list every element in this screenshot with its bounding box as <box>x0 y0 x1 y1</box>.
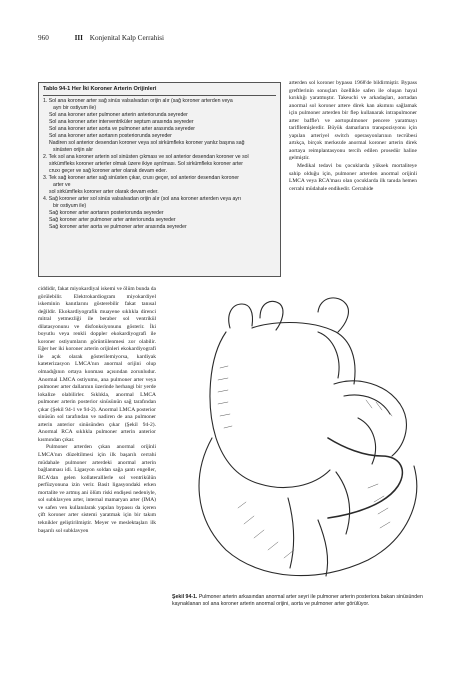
table-line: sirkümfleks koroner arterler olmak üzere ikiye ayrılması. Sol sirkümfleks koroner arter <box>49 161 243 167</box>
section-number: III <box>74 34 83 42</box>
left-text-column <box>38 286 156 535</box>
page-header <box>38 34 164 42</box>
page-number: 960 <box>38 34 49 42</box>
heart-outline <box>199 438 417 576</box>
body-paragraph: Pulmoner arterden çıkan anormal orijinli LMCA'nın düzeltilmesi için ilk başarılı cerrahi müdahale pulmoner arterdeki anormal arterin bağlanması idi. Ligasyon soldan sağa şantı engeller, RCA'dan gelen kollateralllerle sol ventrikülün perfüzyonuna izin verir. Basit ligasyondaki erken mortalite ve artmış ani ölüm riski endişesi nedeniyle, sol subklavyen arter, internal mamaryan arter (IMA) ve safen ven kullanılarak yapılan bypassı da içeren çift koroner arter sistemi yaratmak için bir takım teknikler geliştirilmiştir. Meyer ve meslektaşları ilk başarılı sol subklavyen <box>38 444 156 534</box>
figure-caption-text: Pulmoner arterin arkasından anormal arter seyri ile pulmoner arterin posteriora bakan sinüsünden kaynaklanan sol ana koroner arterin anormal orijini, aorta ve pulmoner arter görülüyor. <box>172 594 423 607</box>
body-paragraph: arterden sol koroner bypassı 1968'de bildirmiştir. Bypass greftlerinin sonuçları özellikle safen ile oluşan hayal kırıklığı yaratmıştır. Takeuchi ve arkadaşları, aortadan anormal sol koroner artere direk kan akımını sağlamak için pulmoner arterden bir flep kullanarak intrapulmoner arter baffle'ı ve aortopulmoner pencere yaratmayı tarifllemişlerdir. Büyük damarların transpozisyonu için yapılan arteriyel switch operasyonlarının tecrübesi artıkça, birçok merkezde anormal koroner arterin direk aortaya reimplantasyonu tercih edilen prosedür haline gelmiştir. <box>289 80 417 162</box>
table-94-1 <box>38 82 281 277</box>
figure-caption <box>172 594 437 608</box>
table-line: Sağ koroner arter aorta ve pulmoner arter arasında seyreder <box>49 224 187 230</box>
table-line: bir ostiyum ile) <box>53 203 87 209</box>
pulmonary-artery <box>334 381 406 456</box>
table-line: 2. Tek sol ana koroner arterin sol sinüsten çıkması ve sol anterior desendan koroner ve sol <box>43 154 249 160</box>
table-line: Sol ana koroner arter interventriküler septum arasında seyreder <box>49 119 194 125</box>
table-line: Sağ koroner arter aortanın posteriorunda seyreder <box>49 210 164 216</box>
aortic-arch <box>252 323 355 385</box>
table-line: 4. Sağ koroner arter sol sinüs valsalvadan orijin alır (sol ana koroner arterden veya ayrı <box>43 196 242 202</box>
heart-illustration <box>168 288 448 588</box>
table-line: Sol ana koroner arter aorta ve pulmoner arter arasında seyreder <box>49 126 196 132</box>
table-line: sinüsten orijin alır <box>53 147 94 153</box>
table-line: Sağ koroner arter pulmoner arter anteriorunda seyreder <box>49 217 176 223</box>
body-paragraph: Medikal tedavi bu çocuklarda yüksek mortaliteye sahip olduğu için, pulmoner arterden anormal orijinli LMCA veya RCA'ması olan çocuklarda ilk tanıda hemen cerrahi müdahale endikedir. Cerrahide <box>289 163 417 192</box>
shading-hatch <box>218 366 392 558</box>
aorta-outline <box>210 332 260 484</box>
aortic-branch-left <box>229 304 253 328</box>
table-line: ayrı bir ostiyum ile) <box>53 105 97 111</box>
table-line: Sol ana koroner arter aortanın posteriorunda seyreder <box>49 133 172 139</box>
running-title: Konjenital Kalp Cerrahisi <box>89 34 165 42</box>
table-line: cruxı geçer ve sağ koroner arter olarak devam eder. <box>49 168 168 174</box>
aortic-branch-mid <box>260 301 283 330</box>
table-line: 1. Sol ana koroner arter sağ sinüs valsalvadan orijin alır (sağ koroner arterden veya <box>43 98 233 104</box>
table-title: Tablo 94-1 Her İki Koroner Arterin Orijinleri <box>43 86 276 96</box>
right-text-column <box>289 80 417 193</box>
table-line: sol sirkümfleks koroner arter olarak devam eder. <box>49 189 159 195</box>
table-line: arter ve <box>53 182 71 188</box>
table-body <box>43 98 276 231</box>
anomalous-coronary-artery <box>328 438 402 518</box>
table-line: 3. Tek sağ koroner arter sağ sinüsten çıkar, cruxı geçer, sol anterior desendan koroner <box>43 175 239 181</box>
table-line: Nadiren sol anterior desendan koroner veya sol sirkümfleks koroner yanlız başına sağ <box>49 140 245 146</box>
table-line: Sol ana koroner arter pulmoner arterin anteriorunda seyreder <box>49 112 188 118</box>
body-paragraph: ciddidir, fakat miyokardiyal iskemi ve ölüm bunda da görülebilir. Elektrokardiogram miyokardiyel iskeminin kanıtlarını gösterebilir fakat tanısal değildir. Ekokardiyografik muayene sıklıkla direnci mitral yetmezliği ile beraber sol ventrikül dilatasyonunu ve disfonksiyonunu gösterir. İki boyutlu veya renkli doppler ekokardiyografi ile koroner ostiyumların görüntülenmesi zor olabilir. Eğer her iki koroner arterin orijinleri ekokardiyografi ile açık olarak gösterilemiyorsa, kardiyak kateterizasyon LMCA'nın anormal orijini olup olmadığının ortaya konması açısından zorunludur. Anormal LMCA ostiyumu, ana pulmoner arter veya pulmoner arter dallarının üzerinde herhangi bir yerde lokalize olabilirler. Sıklıkla, anormal LMCA pulmoner arterin posterior sinüsünün sağ tarafından çıkar (Şekil 94-1 ve 94-2). Anormal LMCA posterior sinüsün sol tarafından ve nadiren de ana pulmoner arterin anterior sinüsünden çıkar (Şekil 94-2). Anormal RCA sıklıkla pulmoner arterin anterior kısmından çıkar. <box>38 286 157 443</box>
figure-label: Şekil 94-1. <box>172 594 198 600</box>
